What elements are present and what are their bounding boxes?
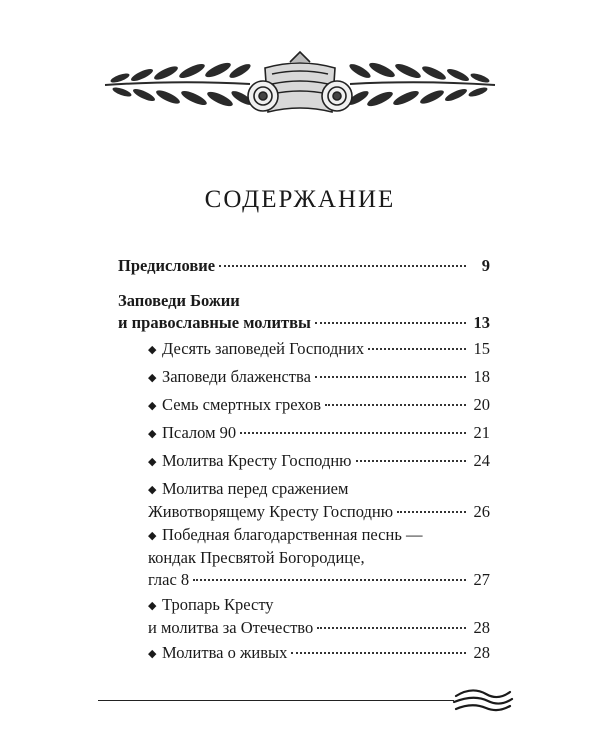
toc-entry-title: глас 8 <box>148 570 190 589</box>
diamond-bullet-icon: ◆ <box>148 400 157 412</box>
toc-entry-last-line <box>148 569 490 591</box>
diamond-bullet-icon: ◆ <box>148 648 157 660</box>
footer-divider <box>98 700 454 701</box>
toc-page-number: 27 <box>473 570 490 589</box>
toc-entry-last-line <box>148 501 490 523</box>
toc-entry-title: ◆ Десять заповедей Господних <box>148 338 364 361</box>
dot-leader <box>219 265 466 267</box>
toc-entry-title: ◆ Молитва перед сражением <box>148 479 348 498</box>
toc-entry-line <box>148 524 490 547</box>
toc-entry[interactable] <box>148 338 490 361</box>
toc-entry-last-line <box>118 312 490 334</box>
toc-page-number: 9 <box>481 256 490 275</box>
laurel-ornament-icon <box>100 40 500 130</box>
toc-page-number: 26 <box>473 502 490 521</box>
toc-entry-title: Предисловие <box>118 256 216 275</box>
toc-entry-line <box>118 290 490 312</box>
toc-entry-last-line <box>148 642 490 665</box>
toc-entry[interactable] <box>148 422 490 445</box>
dot-leader <box>368 348 466 350</box>
toc-entry[interactable] <box>148 594 490 639</box>
diamond-bullet-icon: ◆ <box>148 344 157 356</box>
dot-leader <box>291 652 466 654</box>
dot-leader <box>315 322 466 324</box>
page-title: СОДЕРЖАНИЕ <box>204 186 396 213</box>
toc-page-number: 15 <box>473 339 490 358</box>
toc-entry-last-line <box>148 394 490 417</box>
toc-page-number: 28 <box>473 643 490 662</box>
toc-page-number: 13 <box>473 313 490 332</box>
toc-page-number: 24 <box>473 451 490 470</box>
toc-entry-title: и молитва за Отечество <box>148 618 314 637</box>
diamond-bullet-icon: ◆ <box>148 484 157 496</box>
toc-entry-title: кондак Пресвятой Богородице, <box>148 548 365 567</box>
toc-page-number: 28 <box>473 618 490 637</box>
toc-entry-title: ◆ Заповеди блаженства <box>148 366 311 389</box>
toc-entry-last-line <box>148 617 490 639</box>
diamond-bullet-icon: ◆ <box>148 600 157 612</box>
toc-entry-title: ◆ Тропарь Кресту <box>148 595 274 614</box>
toc-page-number: 21 <box>473 423 490 442</box>
toc-entry-title: Животворящему Кресту Господню <box>148 502 394 521</box>
toc-entry-last-line <box>148 422 490 445</box>
toc-entry-last-line <box>118 255 490 277</box>
dot-leader <box>325 404 466 406</box>
toc-entry[interactable] <box>148 366 490 389</box>
toc-entry[interactable] <box>148 450 490 473</box>
dot-leader <box>240 432 466 434</box>
toc-entry-last-line <box>148 450 490 473</box>
toc-entry-last-line <box>148 366 490 389</box>
toc-entry[interactable] <box>148 642 490 665</box>
diamond-bullet-icon: ◆ <box>148 456 157 468</box>
dot-leader <box>317 627 466 629</box>
dot-leader <box>315 376 466 378</box>
toc-entry-line <box>148 478 490 501</box>
toc-entry-title: ◆ Псалом 90 <box>148 422 236 445</box>
diamond-bullet-icon: ◆ <box>148 372 157 384</box>
wave-swirl-icon <box>452 682 514 722</box>
toc-entry-title: и православные молитвы <box>118 313 311 332</box>
dot-leader <box>356 460 466 462</box>
toc-entry-line <box>148 594 490 617</box>
toc-entry-title: ◆ Семь смертных грехов <box>148 394 321 417</box>
toc-entry-title: ◆ Победная благодарственная песнь — <box>148 525 422 544</box>
dot-leader <box>397 511 466 513</box>
toc-entry[interactable] <box>148 524 490 591</box>
toc-entry-title: ◆ Молитва Кресту Господню <box>148 450 352 473</box>
toc-page-number: 20 <box>473 395 490 414</box>
diamond-bullet-icon: ◆ <box>148 428 157 440</box>
toc-entry-title: Заповеди Божии <box>118 291 240 310</box>
diamond-bullet-icon: ◆ <box>148 530 157 542</box>
toc-entry-title: ◆ Молитва о живых <box>148 642 287 665</box>
toc-entry[interactable] <box>148 394 490 417</box>
toc-page-number: 18 <box>473 367 490 386</box>
toc-entry[interactable] <box>118 290 490 334</box>
toc-entry[interactable] <box>148 478 490 523</box>
toc-entry[interactable] <box>118 255 490 277</box>
toc-entry-line <box>148 547 490 569</box>
dot-leader <box>193 579 466 581</box>
toc-entry-last-line <box>148 338 490 361</box>
